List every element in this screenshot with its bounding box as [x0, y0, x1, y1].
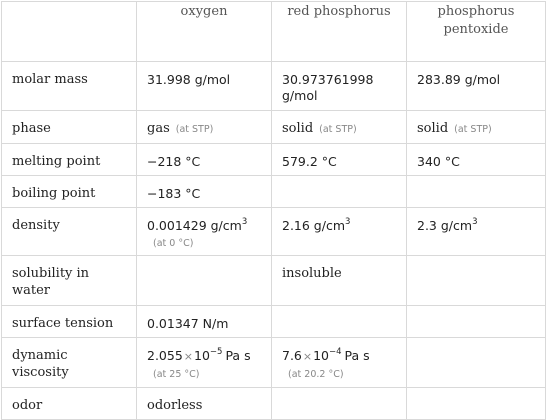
times-sign: ×	[302, 350, 313, 363]
density-value: 2.3 g/cm	[417, 218, 473, 233]
phase-value: solid	[282, 121, 314, 136]
row-label: solubility in water	[2, 256, 137, 306]
cell-phosphorus-pentoxide	[407, 208, 546, 256]
cell-oxygen: −218 °C	[137, 144, 272, 176]
row-label: molar mass	[2, 62, 137, 111]
cell-red-phosphorus	[272, 306, 407, 338]
row-label: boiling point	[2, 176, 137, 208]
row-label: dynamic viscosity	[2, 338, 137, 388]
viscosity-unit: Pa s	[344, 348, 370, 363]
cell-phosphorus-pentoxide	[407, 306, 546, 338]
exponent: 3	[241, 217, 248, 227]
viscosity-unit: Pa s	[225, 348, 251, 363]
phase-value: gas	[147, 121, 170, 136]
cell-red-phosphorus: insoluble	[272, 256, 407, 306]
row-label: density	[2, 208, 137, 256]
header-row	[2, 2, 546, 62]
cell-oxygen	[137, 338, 272, 388]
cell-red-phosphorus: 30.973761998 g/mol	[272, 62, 407, 111]
cell-phosphorus-pentoxide	[407, 388, 546, 420]
condition-note: (at 20.2 °C)	[288, 369, 344, 380]
cell-red-phosphorus	[272, 176, 407, 208]
cell-oxygen: −183 °C	[137, 176, 272, 208]
viscosity-base: 10	[313, 348, 330, 363]
table-row	[2, 176, 546, 208]
table-row	[2, 306, 546, 338]
table-row	[2, 256, 546, 306]
density-value: 0.001429 g/cm	[147, 218, 242, 233]
times-sign: ×	[183, 350, 194, 363]
header-oxygen: oxygen	[137, 2, 272, 62]
cell-phosphorus-pentoxide	[407, 176, 546, 208]
row-label: melting point	[2, 144, 137, 176]
density-value: 2.16 g/cm	[282, 218, 346, 233]
table-row	[2, 144, 546, 176]
table-row	[2, 208, 546, 256]
properties-table	[1, 1, 546, 420]
condition-note: (at STP)	[319, 124, 357, 135]
viscosity-mantissa: 2.055	[147, 348, 183, 363]
cell-phosphorus-pentoxide	[407, 111, 546, 144]
table-row	[2, 111, 546, 144]
table-row	[2, 62, 546, 111]
table-row	[2, 338, 546, 388]
cell-phosphorus-pentoxide	[407, 256, 546, 306]
table-row	[2, 388, 546, 420]
condition-note: (at 0 °C)	[153, 238, 194, 249]
cell-phosphorus-pentoxide: 340 °C	[407, 144, 546, 176]
header-corner	[2, 2, 137, 62]
row-label: phase	[2, 111, 137, 144]
exponent: 3	[472, 217, 478, 227]
cell-red-phosphorus	[272, 111, 407, 144]
cell-phosphorus-pentoxide: 283.89 g/mol	[407, 62, 546, 111]
cell-phosphorus-pentoxide	[407, 338, 546, 388]
cell-oxygen: 0.01347 N/m	[137, 306, 272, 338]
cell-oxygen: odorless	[137, 388, 272, 420]
cell-oxygen: 31.998 g/mol	[137, 62, 272, 111]
header-phosphorus-pentoxide: phosphorus pentoxide	[407, 2, 546, 62]
cell-oxygen	[137, 208, 272, 256]
cell-oxygen	[137, 111, 272, 144]
exponent: −4	[329, 347, 342, 357]
phase-value: solid	[417, 121, 449, 136]
condition-note: (at STP)	[454, 124, 492, 135]
cell-red-phosphorus	[272, 338, 407, 388]
condition-note: (at 25 °C)	[153, 369, 200, 380]
viscosity-mantissa: 7.6	[282, 348, 302, 363]
condition-note: (at STP)	[175, 124, 214, 135]
header-red-phosphorus: red phosphorus	[272, 2, 407, 62]
viscosity-base: 10	[194, 348, 210, 363]
cell-red-phosphorus	[272, 208, 407, 256]
row-label: surface tension	[2, 306, 137, 338]
cell-red-phosphorus: 579.2 °C	[272, 144, 407, 176]
row-label: odor	[2, 388, 137, 420]
cell-oxygen	[137, 256, 272, 306]
exponent: 3	[345, 217, 351, 227]
exponent: −5	[209, 347, 223, 357]
cell-red-phosphorus	[272, 388, 407, 420]
